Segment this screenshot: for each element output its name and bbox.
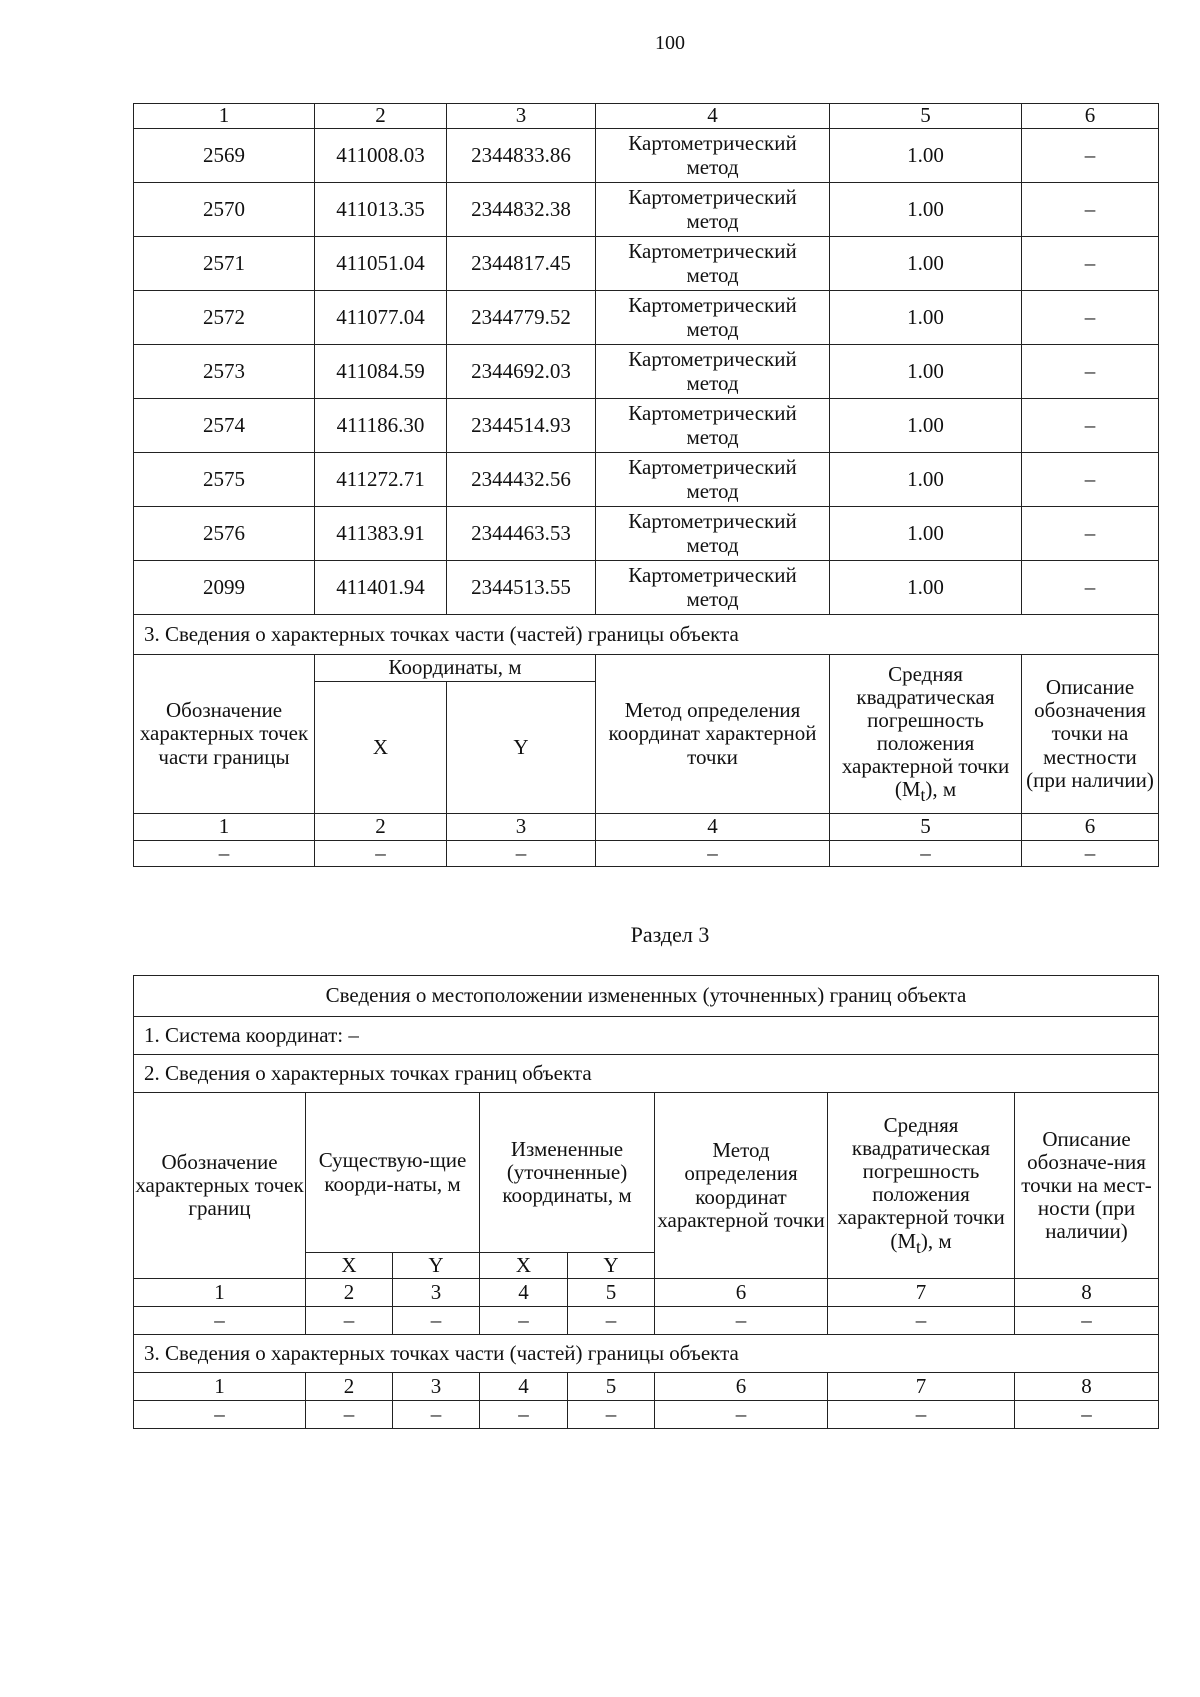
method-line1: Картометрический (628, 347, 797, 372)
table-row (134, 291, 1159, 345)
description: – (1022, 399, 1159, 453)
y-header: Y (447, 682, 596, 814)
error-value: 1.00 (830, 291, 1022, 345)
method-line1: Картометрический (628, 185, 797, 210)
coord-y: 2344817.45 (447, 237, 596, 291)
method-line2: метод (686, 424, 739, 449)
dash-cell: – (134, 1401, 306, 1429)
method-line2: метод (686, 586, 739, 611)
dash-cell: – (393, 1307, 480, 1335)
point-id: 2576 (134, 507, 315, 561)
section2-row (134, 1055, 1159, 1093)
dash-cell: – (393, 1401, 480, 1429)
column-number: 5 (830, 104, 1022, 129)
error-value: 1.00 (830, 399, 1022, 453)
error-header-tail: ), м (925, 777, 957, 802)
coord-y: 2344832.38 (447, 183, 596, 237)
column-number: 6 (655, 1373, 828, 1401)
method-cell (596, 345, 830, 399)
coord-x: 411077.04 (315, 291, 447, 345)
method-cell (596, 291, 830, 345)
designation-header: Обозначение характерных точек границ (134, 1093, 306, 1279)
designation-header: Обозначение характерных точек части границы (134, 655, 315, 814)
method-line1: Картометрический (628, 509, 797, 534)
method-cell (596, 453, 830, 507)
method-line1: Картометрический (628, 455, 797, 480)
coord-y: 2344513.55 (447, 561, 596, 615)
column-number: 4 (596, 104, 830, 129)
coord-x: 411186.30 (315, 399, 447, 453)
header-row (134, 1093, 1159, 1253)
error-header-tail: ), м (920, 1228, 952, 1253)
dash-cell: – (568, 1401, 655, 1429)
method-line1: Картометрический (628, 131, 797, 156)
column-number: 3 (447, 104, 596, 129)
column-number: 8 (1015, 1373, 1159, 1401)
coord-x: 411401.94 (315, 561, 447, 615)
column-number: 8 (1015, 1279, 1159, 1307)
column-number: 2 (315, 814, 447, 841)
description-header: Описание обозначения точки на местности (при наличии) (1022, 655, 1159, 814)
dash-cell: – (568, 1307, 655, 1335)
dash-cell: – (306, 1401, 393, 1429)
dash-cell: – (1015, 1401, 1159, 1429)
method-cell (596, 561, 830, 615)
parts-header-row (134, 655, 1159, 682)
changed-coords-header: Измененные (уточненные) координаты, м (480, 1093, 655, 1253)
column-number: 5 (568, 1279, 655, 1307)
table-row (134, 345, 1159, 399)
parts-number-row (134, 814, 1159, 841)
error-value: 1.00 (830, 345, 1022, 399)
description: – (1022, 507, 1159, 561)
description-header: Описание обозначе-ния точки на мест-ности (при наличии) (1015, 1093, 1159, 1279)
description: – (1022, 183, 1159, 237)
method-line2: метод (686, 532, 739, 557)
method-line2: метод (686, 262, 739, 287)
y-header: Y (393, 1253, 480, 1279)
dash-cell: – (596, 841, 830, 867)
error-value: 1.00 (830, 183, 1022, 237)
column-number: 7 (828, 1373, 1015, 1401)
point-id: 2572 (134, 291, 315, 345)
existing-coords-header: Существую-щие коорди-наты, м (306, 1093, 480, 1253)
column-number: 1 (134, 814, 315, 841)
method-line2: метод (686, 154, 739, 179)
description: – (1022, 237, 1159, 291)
method-line1: Картометрический (628, 239, 797, 264)
column-number-row (134, 1373, 1159, 1401)
point-id: 2099 (134, 561, 315, 615)
column-number: 4 (480, 1279, 568, 1307)
method-line2: метод (686, 316, 739, 341)
column-number: 1 (134, 1373, 306, 1401)
coord-y: 2344779.52 (447, 291, 596, 345)
column-number: 1 (134, 1279, 306, 1307)
table-title-row (134, 976, 1159, 1017)
column-number: 2 (306, 1279, 393, 1307)
table-row (134, 507, 1159, 561)
error-value: 1.00 (830, 237, 1022, 291)
description: – (1022, 345, 1159, 399)
table-row (134, 183, 1159, 237)
column-number: 6 (655, 1279, 828, 1307)
dash-cell: – (655, 1401, 828, 1429)
dash-cell: – (480, 1401, 568, 1429)
coord-y: 2344432.56 (447, 453, 596, 507)
dash-cell: – (1015, 1307, 1159, 1335)
method-line2: метод (686, 478, 739, 503)
method-line2: метод (686, 208, 739, 233)
table-title: Сведения о местоположении измененных (уточненных) границ объекта (134, 976, 1159, 1017)
coord-x: 411383.91 (315, 507, 447, 561)
boundary-points-table (133, 103, 1159, 867)
coord-y: 2344463.53 (447, 507, 596, 561)
description: – (1022, 291, 1159, 345)
dash-cell: – (655, 1307, 828, 1335)
method-header: Метод определения координат характерной точки (596, 655, 830, 814)
dash-cell: – (134, 1307, 306, 1335)
error-header-sub: t (920, 785, 926, 806)
error-value: 1.00 (830, 507, 1022, 561)
point-id: 2574 (134, 399, 315, 453)
x-header: X (306, 1253, 393, 1279)
section2-title: 2. Сведения о характерных точках границ объекта (134, 1055, 1159, 1093)
method-cell (596, 507, 830, 561)
column-number-row (134, 104, 1159, 129)
coord-x: 411272.71 (315, 453, 447, 507)
column-number: 4 (480, 1373, 568, 1401)
changed-boundaries-table (133, 975, 1159, 1429)
method-line1: Картометрический (628, 563, 797, 588)
method-line1: Картометрический (628, 293, 797, 318)
column-number-row (134, 1279, 1159, 1307)
column-number: 1 (134, 104, 315, 129)
coord-x: 411008.03 (315, 129, 447, 183)
point-id: 2575 (134, 453, 315, 507)
error-value: 1.00 (830, 129, 1022, 183)
table-row (134, 453, 1159, 507)
section3-row (134, 1335, 1159, 1373)
column-number: 2 (315, 104, 447, 129)
coord-y: 2344514.93 (447, 399, 596, 453)
table-row (134, 129, 1159, 183)
column-number: 6 (1022, 104, 1159, 129)
table-row (134, 399, 1159, 453)
method-cell (596, 399, 830, 453)
coord-x: 411013.35 (315, 183, 447, 237)
error-header-main: Средняя квадратическая погрешность положения характерной точки (M (841, 661, 1010, 802)
x-header: X (315, 682, 447, 814)
description: – (1022, 129, 1159, 183)
error-header-sub: t (916, 1236, 921, 1257)
section-row (134, 615, 1159, 655)
method-cell (596, 237, 830, 291)
dash-cell: – (828, 1401, 1015, 1429)
dash-cell: – (830, 841, 1022, 867)
dash-cell: – (480, 1307, 568, 1335)
section-heading: Раздел 3 (630, 922, 710, 947)
point-id: 2569 (134, 129, 315, 183)
method-line1: Картометрический (628, 401, 797, 426)
method-header: Метод определения координат характерной точки (655, 1093, 828, 1279)
point-id: 2571 (134, 237, 315, 291)
x-header: X (480, 1253, 568, 1279)
coord-y: 2344692.03 (447, 345, 596, 399)
table-row (134, 237, 1159, 291)
table-row (134, 561, 1159, 615)
coord-x: 411051.04 (315, 237, 447, 291)
column-number: 6 (1022, 814, 1159, 841)
column-number: 4 (596, 814, 830, 841)
coord-y: 2344833.86 (447, 129, 596, 183)
coord-system-row (134, 1017, 1159, 1055)
error-header-main: Средняя квадратическая погрешность положения характерной точки (M (837, 1113, 1005, 1253)
section3-title: 3. Сведения о характерных точках части (частей) границы объекта (134, 1335, 1159, 1373)
error-value: 1.00 (830, 453, 1022, 507)
description: – (1022, 453, 1159, 507)
column-number: 2 (306, 1373, 393, 1401)
column-number: 3 (393, 1373, 480, 1401)
page-number: 100 (655, 32, 685, 54)
dash-cell: – (315, 841, 447, 867)
column-number: 5 (568, 1373, 655, 1401)
coord-system: 1. Система координат: – (134, 1017, 1159, 1055)
empty-row (134, 1307, 1159, 1335)
error-value: 1.00 (830, 561, 1022, 615)
description: – (1022, 561, 1159, 615)
empty-row (134, 1401, 1159, 1429)
method-cell (596, 129, 830, 183)
point-id: 2570 (134, 183, 315, 237)
dash-cell: – (828, 1307, 1015, 1335)
point-id: 2573 (134, 345, 315, 399)
dash-cell: – (134, 841, 315, 867)
error-header (828, 1093, 1015, 1279)
method-cell (596, 183, 830, 237)
dash-cell: – (1022, 841, 1159, 867)
dash-cell: – (306, 1307, 393, 1335)
method-line2: метод (686, 370, 739, 395)
dash-cell: – (447, 841, 596, 867)
empty-row (134, 841, 1159, 867)
column-number: 3 (447, 814, 596, 841)
y-header: Y (568, 1253, 655, 1279)
coord-x: 411084.59 (315, 345, 447, 399)
column-number: 5 (830, 814, 1022, 841)
error-header (830, 655, 1022, 814)
column-number: 3 (393, 1279, 480, 1307)
coords-header: Координаты, м (315, 655, 596, 682)
column-number: 7 (828, 1279, 1015, 1307)
section3-title: 3. Сведения о характерных точках части (частей) границы объекта (134, 615, 1159, 655)
